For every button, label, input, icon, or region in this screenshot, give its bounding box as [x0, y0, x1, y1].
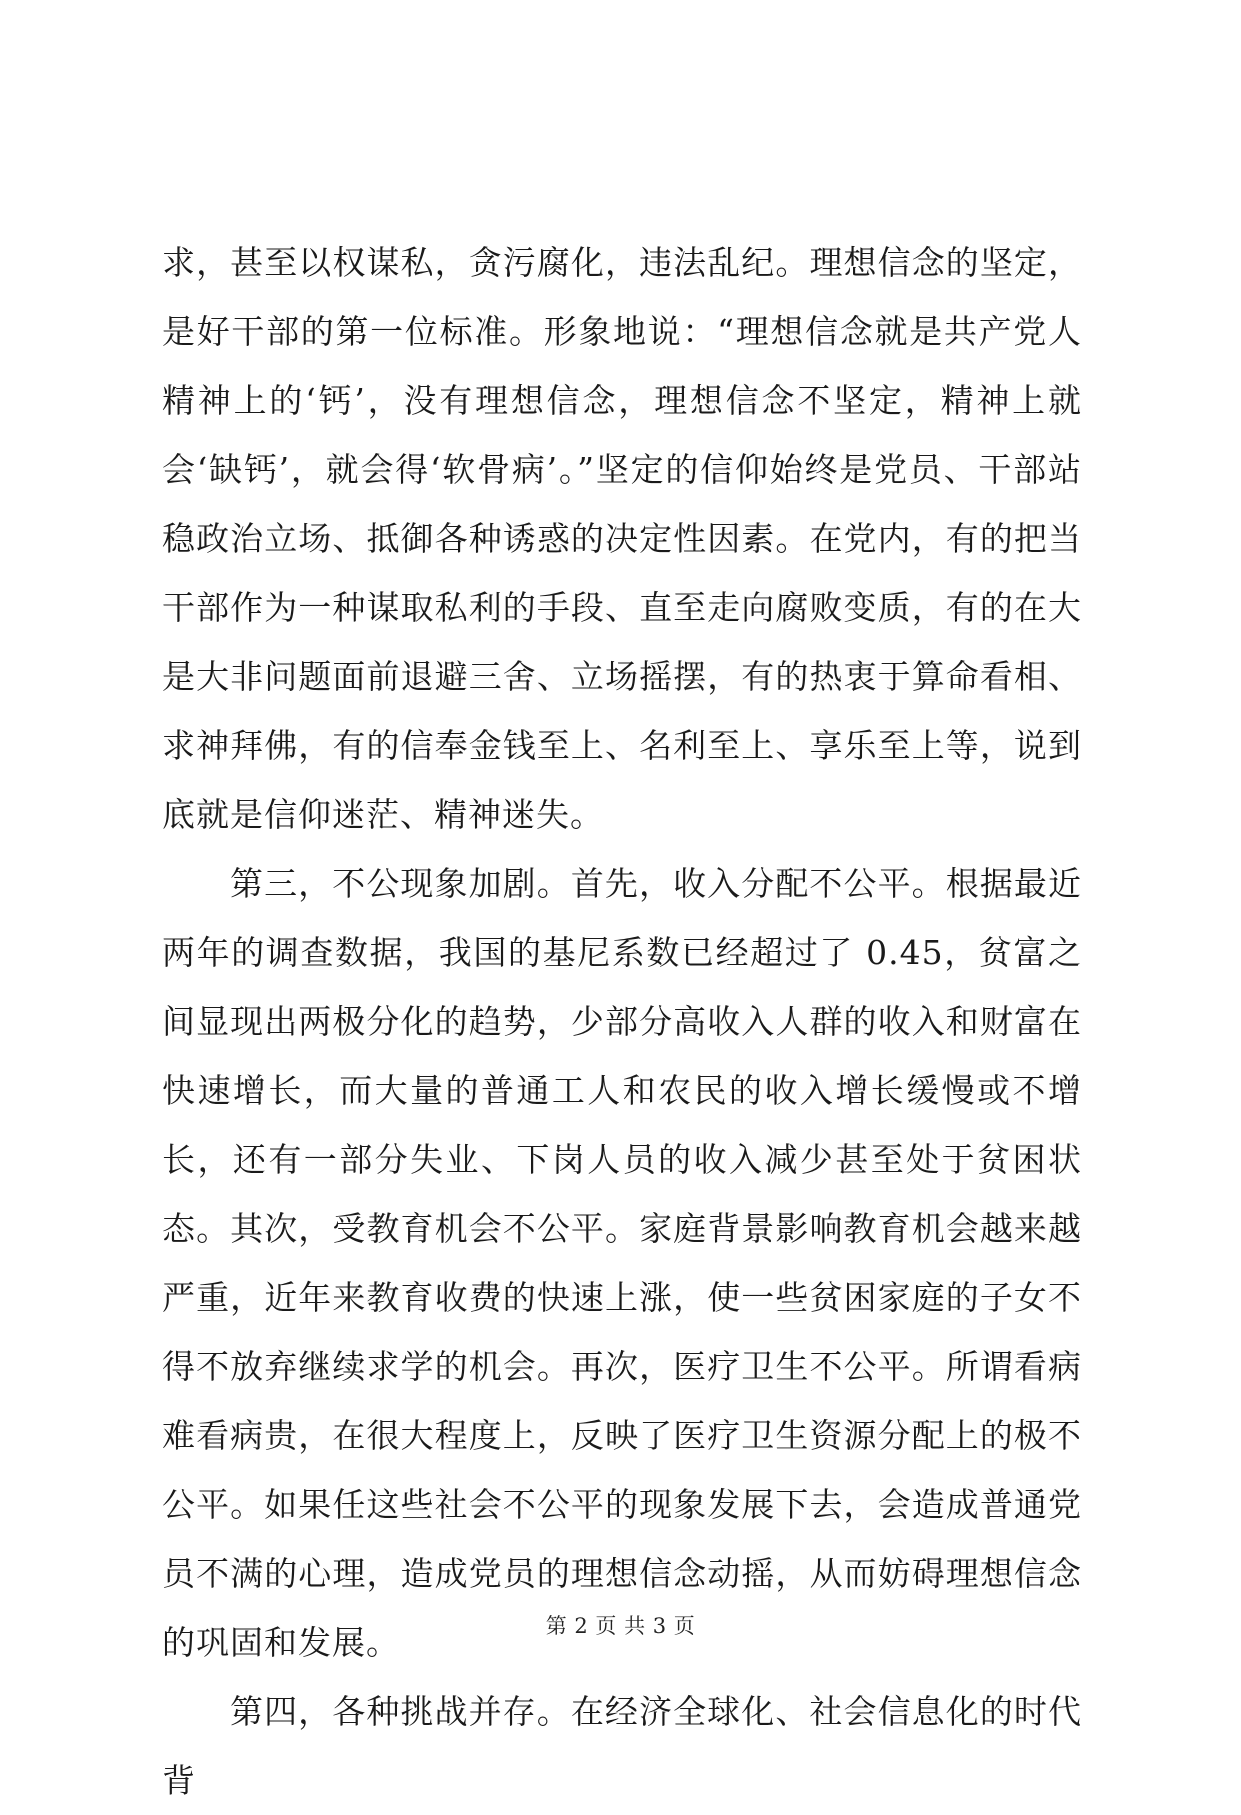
page-number-footer: 第 2 页 共 3 页 [545, 1614, 696, 1638]
paragraph-third-point: 第三，不公现象加剧。首先，收入分配不公平。根据最近两年的调查数据，我国的基尼系数已经超过了 0.45，贫富之间显现出两极分化的趋势，少部分高收入人群的收入和财富在快速增长，而大量的普通工人和农民的收入增长缓慢或不增长，还有一部分失业、下岗人员的收入减少甚至处于贫困状态。其次，受教育机会不公平。家庭背景影响教育机会越来越严重，近年来教育收费的快速上涨，使一些贫困家庭的子女不得不放弃继续求学的机会。再次，医疗卫生不公平。所谓看病难看病贵，在很大程度上，反映了医疗卫生资源分配上的极不公平。如果任这些社会不公平的现象发展下去，会造成普通党员不满的心理，造成党员的理想信念动摇，从而妨碍理想信念的巩固和发展。 [162, 864, 1082, 1662]
document-body [162, 228, 1082, 1815]
paragraph-fourth-point: 第四，各种挑战并存。在经济全球化、社会信息化的时代背 [162, 1692, 1082, 1800]
paragraph-continuation: 求，甚至以权谋私，贪污腐化，违法乱纪。理想信念的坚定，是好干部的第一位标准。形象地说：“理想信念就是共产党人精神上的‘钙’，没有理想信念，理想信念不坚定，精神上就会‘缺钙’，就会得‘软骨病’。”坚定的信仰始终是党员、干部站稳政治立场、抵御各种诱惑的决定性因素。在党内，有的把当干部作为一种谋取私利的手段、直至走向腐败变质，有的在大是大非问题面前退避三舍、立场摇摆，有的热衷于算命看相、求神拜佛，有的信奉金钱至上、名利至上、享乐至上等，说到底就是信仰迷茫、精神迷失。 [162, 243, 1082, 834]
